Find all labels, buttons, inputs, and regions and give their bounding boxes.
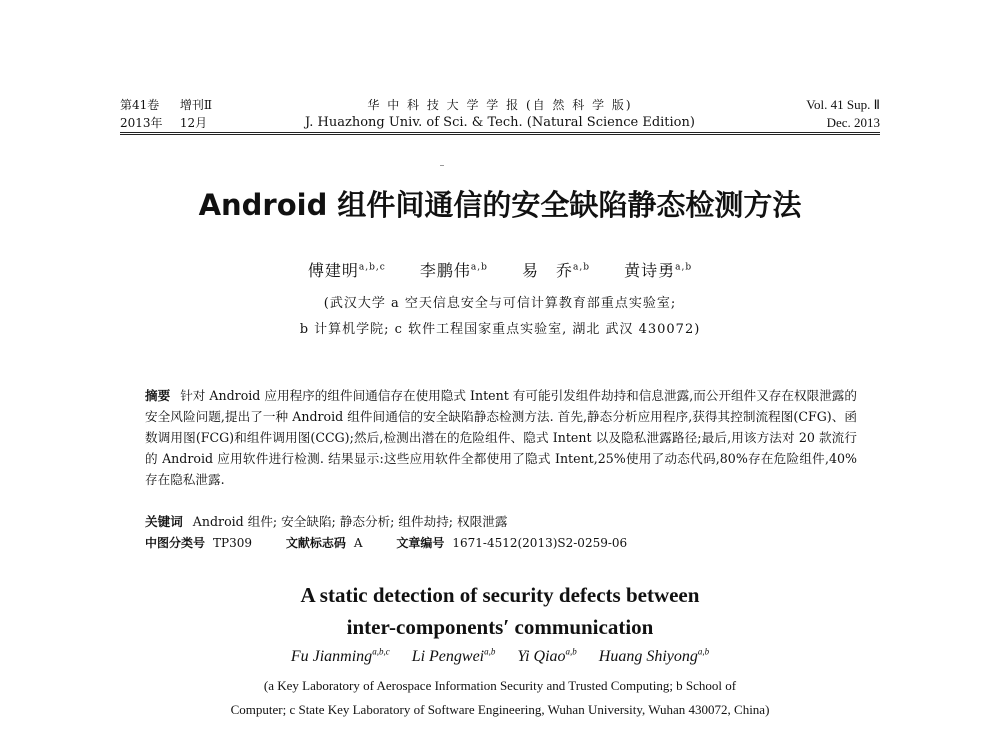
volume-cn: 第41卷	[120, 98, 160, 112]
author-cn: 傅建明$^{a,b,c}$	[307, 261, 386, 280]
date-en: Dec. 2013	[826, 115, 880, 130]
affiliation-en-line: Computer; c State Key Laboratory of Software Engineering, Wuhan University, Wuhan 430072, China)	[230, 702, 770, 717]
paper-title-cn: Android 组件间通信的安全缺陷静态检测方法	[198, 188, 802, 222]
year-cn: 2013年	[120, 116, 163, 130]
volume-en: Vol. 41 Sup. Ⅱ	[806, 97, 880, 112]
classification-line	[145, 533, 857, 554]
author-en: Huang Shiyong$^{a,b}$	[598, 647, 710, 666]
journal-name	[290, 96, 710, 132]
abstract-label: 摘要	[145, 388, 171, 403]
clc-label: 中图分类号	[145, 536, 206, 550]
affiliation-en-line: (a Key Laboratory of Aerospace Information Security and Trusted Computing; b School of	[263, 678, 737, 693]
journal-issue-info-en	[770, 96, 880, 132]
author-cn: 李鹏伟$^{a,b}$	[419, 261, 488, 280]
month-cn: 12月	[179, 116, 208, 130]
article-number-label: 文章编号	[396, 536, 445, 550]
header-rule-double	[120, 134, 880, 135]
keywords-cn	[145, 511, 857, 532]
article-number-value: 1671-4512(2013)S2-0259-06	[452, 536, 628, 550]
affiliation-cn-line: (武汉大学 a 空天信息安全与可信计算教育部重点实验室;	[323, 296, 677, 311]
paper-title-en-line: A static detection of security defects between	[300, 583, 700, 607]
header-rule	[120, 132, 880, 133]
doc-code-value: A	[353, 536, 363, 550]
abstract-cn	[145, 385, 857, 490]
keywords-text: Android 组件; 安全缺陷; 静态分析; 组件劫持; 权限泄露	[192, 514, 508, 529]
scan-speck	[440, 165, 444, 166]
journal-name-en: J. Huazhong Univ. of Sci. & Tech. (Natural Science Edition)	[305, 115, 695, 130]
paper-title-en-line: inter-components′ communication	[346, 615, 654, 639]
author-cn: 易 乔$^{a,b}$	[521, 261, 590, 280]
abstract-text: 针对 Android 应用程序的组件间通信存在使用隐式 Intent 有可能引发组件劫持和信息泄露,而公开组件又存在权限泄露的安全风险问题,提出了一种 Android 组件间通信的安全缺陷静态检测方法. 首先,静态分析应用程序,获得其控制流程图(CFG)、函数调用图(FCG)和组件调用图(CCG);然后,检测出潜在的危险组件、隐式 Intent 以及隐私泄露路径;最后,用该方法对 20 款流行的 Android 应用软件进行检测. 结果显示:这些应用软件全都使用了隐式 Intent,25%使用了动态代码,80%存在危险组件,40%存在隐私泄露.	[145, 388, 857, 487]
journal-name-cn: 华 中 科 技 大 学 学 报 (自 然 科 学 版)	[367, 98, 633, 112]
author-list-en	[0, 647, 1000, 666]
doc-code-label: 文献标志码	[285, 536, 346, 550]
journal-issue-info	[120, 96, 240, 132]
author-en: Li Pengwei$^{a,b}$	[411, 647, 496, 666]
author-cn: 黄诗勇$^{a,b}$	[624, 261, 693, 280]
author-en: Fu Jianming$^{a,b,c}$	[290, 647, 390, 666]
author-list-cn	[0, 258, 1000, 281]
keywords-label: 关键词	[145, 514, 183, 529]
author-en: Yi Qiao$^{a,b}$	[517, 647, 577, 666]
supplement-cn: 增刊Ⅱ	[179, 98, 212, 112]
clc-value: TP309	[213, 536, 252, 550]
affiliation-cn-line: b 计算机学院; c 软件工程国家重点实验室, 湖北 武汉 430072)	[299, 322, 701, 337]
